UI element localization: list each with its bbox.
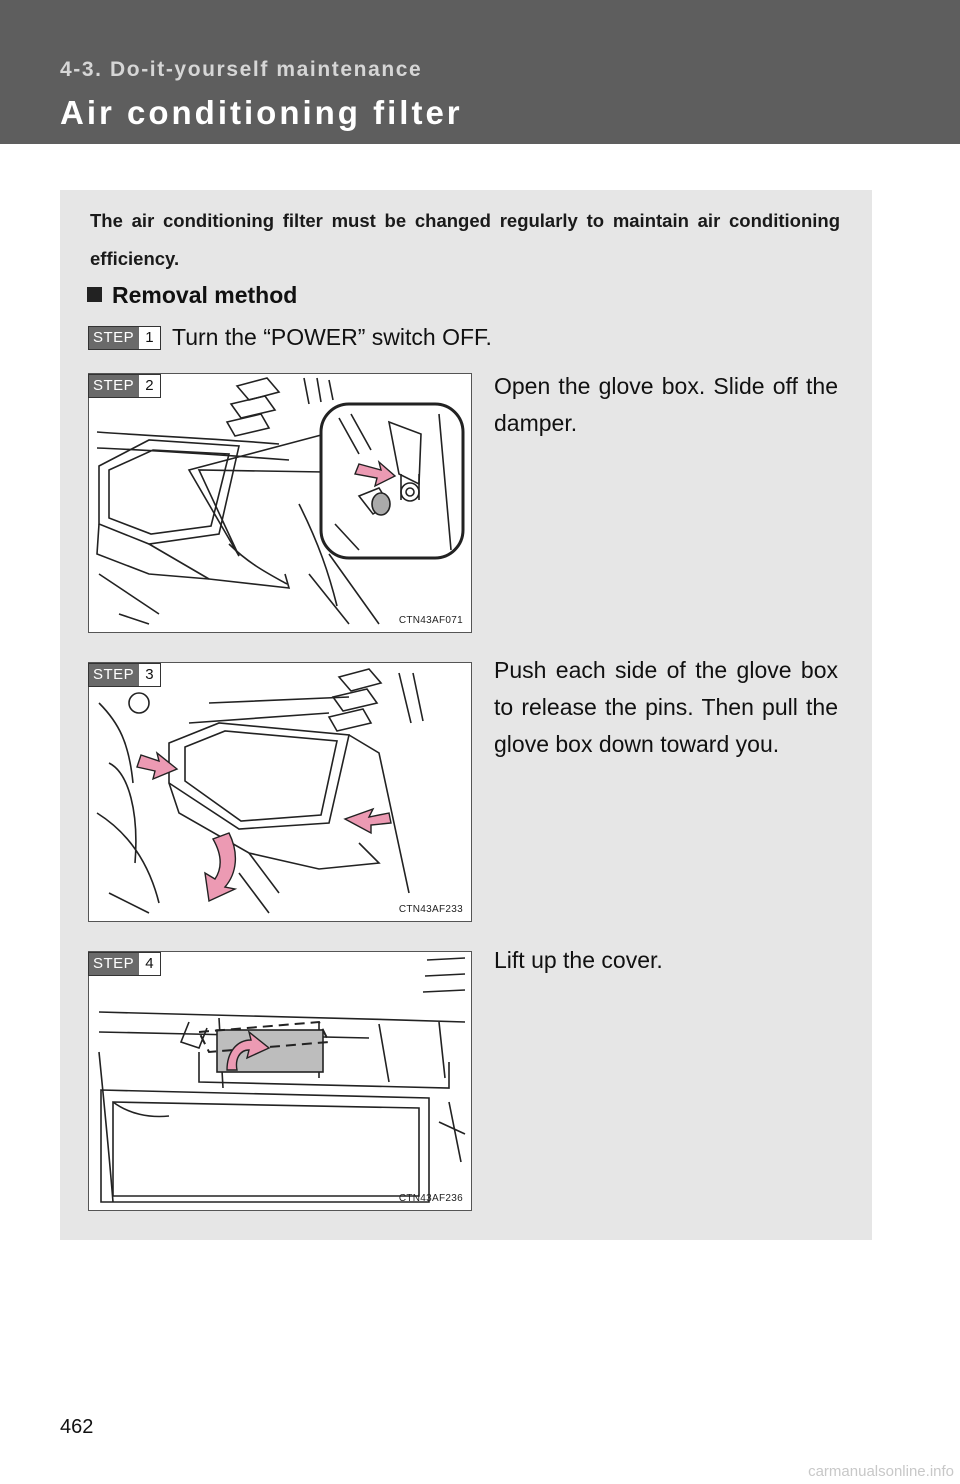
square-bullet-icon [87,287,102,302]
step-badge-number: 2 [139,375,159,397]
step-badge-4 [88,952,161,976]
section-label: 4-3. Do-it-yourself maintenance [60,58,423,81]
subheading-label: Removal method [112,282,298,308]
page-header [0,0,960,144]
step-badge-3 [88,663,161,687]
step-badge-1 [88,326,161,350]
figure-code: CTN43AF071 [398,615,463,626]
step-badge-number: 4 [139,953,159,975]
glove-box-pins-illustration [89,663,472,922]
step-badge-label: STEP [89,327,139,349]
step-badge-label: STEP [89,664,139,686]
glove-box-damper-illustration [89,374,472,633]
figure-step-4 [88,951,472,1211]
figure-step-2 [88,373,472,633]
figure-step-3 [88,662,472,922]
subheading [87,282,297,309]
page-number: 462 [60,1416,94,1438]
watermark: carmanualsonline.info [808,1463,954,1480]
step-2-text: Open the glove box. Slide off the damper. [494,373,838,436]
step-badge-2 [88,374,161,398]
figure-code: CTN43AF233 [398,904,463,915]
page-title: Air conditioning filter [60,94,463,131]
step-3-text: Push each side of the glove box to release the pins. Then pull the glove box down toward you. [494,657,838,757]
step-badge-label: STEP [89,375,139,397]
step-1-text: Turn the “POWER” switch OFF. [172,324,492,350]
intro-text: The air conditioning filter must be changed regularly to maintain air conditioning efficiency. [90,210,840,269]
step-badge-number: 1 [139,327,159,349]
step-badge-label: STEP [89,953,139,975]
figure-code: CTN43AF236 [398,1193,463,1204]
step-badge-number: 3 [139,664,159,686]
filter-cover-illustration [89,952,472,1211]
step-4-text: Lift up the cover. [494,947,663,973]
